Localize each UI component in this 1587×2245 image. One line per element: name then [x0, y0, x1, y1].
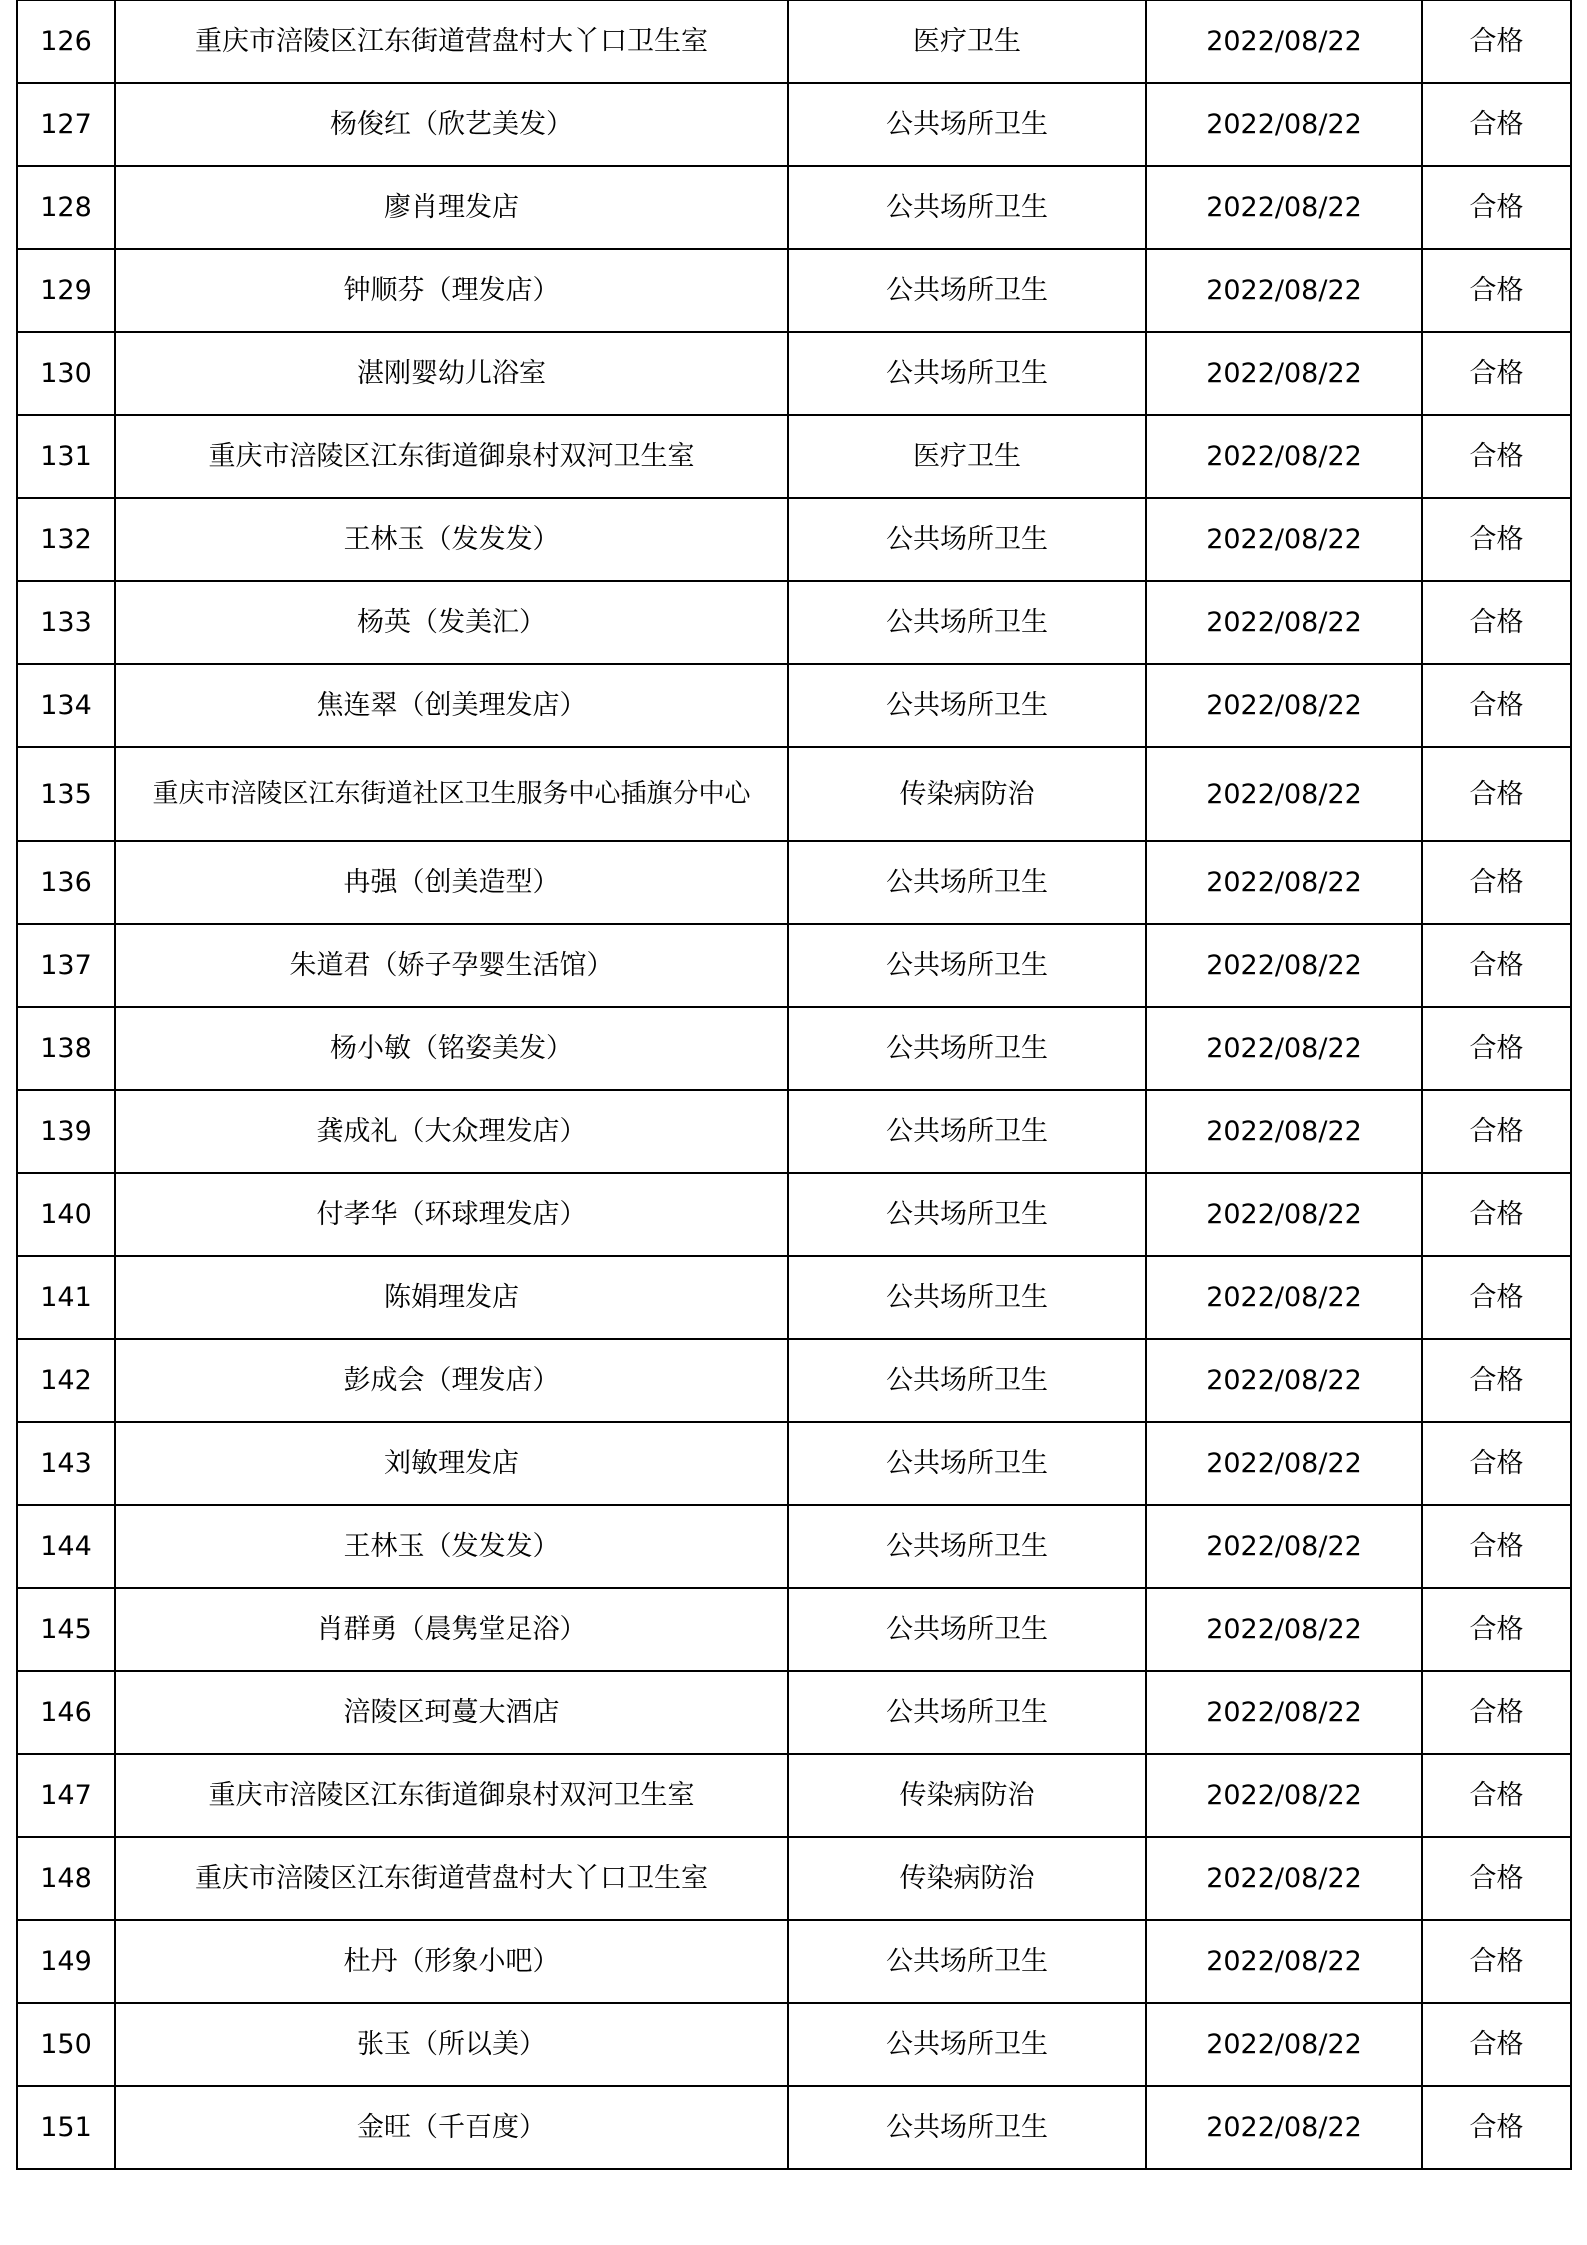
- table-row: [17, 1920, 1571, 2003]
- row-number-cell: 139: [17, 1090, 115, 1173]
- row-number-cell: 150: [17, 2003, 115, 2086]
- row-number-cell: 151: [17, 2086, 115, 2169]
- inspection-date-cell: 2022/08/22: [1146, 1007, 1422, 1090]
- inspection-results-body: [17, 1, 1571, 2170]
- inspection-result-cell: 合格: [1422, 1920, 1571, 2003]
- inspection-date-cell: 2022/08/22: [1146, 924, 1422, 1007]
- inspection-result-cell: 合格: [1422, 83, 1571, 166]
- entity-name-cell: 陈娟理发店: [115, 1256, 788, 1339]
- row-number-cell: 132: [17, 498, 115, 581]
- inspection-type-cell: 公共场所卫生: [788, 2003, 1146, 2086]
- table-row: [17, 1588, 1571, 1671]
- inspection-result-cell: 合格: [1422, 1671, 1571, 1754]
- table-row: [17, 1671, 1571, 1754]
- inspection-date-cell: 2022/08/22: [1146, 747, 1422, 841]
- row-number-cell: 136: [17, 841, 115, 924]
- inspection-type-cell: 公共场所卫生: [788, 1588, 1146, 1671]
- table-row: [17, 1754, 1571, 1837]
- inspection-result-cell: 合格: [1422, 415, 1571, 498]
- inspection-result-cell: 合格: [1422, 1173, 1571, 1256]
- table-row: [17, 166, 1571, 249]
- entity-name-cell: 重庆市涪陵区江东街道御泉村双河卫生室: [115, 415, 788, 498]
- inspection-type-cell: 公共场所卫生: [788, 924, 1146, 1007]
- inspection-type-cell: 公共场所卫生: [788, 1422, 1146, 1505]
- inspection-date-cell: 2022/08/22: [1146, 581, 1422, 664]
- inspection-type-cell: 公共场所卫生: [788, 1007, 1146, 1090]
- inspection-type-cell: 公共场所卫生: [788, 332, 1146, 415]
- entity-name-cell: 湛刚婴幼儿浴室: [115, 332, 788, 415]
- inspection-result-cell: 合格: [1422, 1339, 1571, 1422]
- entity-name-cell: 重庆市涪陵区江东街道社区卫生服务中心插旗分中心: [115, 747, 788, 841]
- row-number-cell: 128: [17, 166, 115, 249]
- inspection-date-cell: 2022/08/22: [1146, 1671, 1422, 1754]
- table-row: [17, 1422, 1571, 1505]
- entity-name-cell: 王林玉（发发发）: [115, 498, 788, 581]
- entity-name-cell: 杨小敏（铭姿美发）: [115, 1007, 788, 1090]
- inspection-type-cell: 公共场所卫生: [788, 1505, 1146, 1588]
- inspection-date-cell: 2022/08/22: [1146, 1505, 1422, 1588]
- row-number-cell: 140: [17, 1173, 115, 1256]
- entity-name-cell: 肖群勇（晨隽堂足浴）: [115, 1588, 788, 1671]
- inspection-result-cell: 合格: [1422, 2003, 1571, 2086]
- entity-name-cell: 金旺（千百度）: [115, 2086, 788, 2169]
- inspection-result-cell: 合格: [1422, 1007, 1571, 1090]
- inspection-result-cell: 合格: [1422, 924, 1571, 1007]
- inspection-type-cell: 公共场所卫生: [788, 83, 1146, 166]
- inspection-type-cell: 公共场所卫生: [788, 1920, 1146, 2003]
- inspection-date-cell: 2022/08/22: [1146, 664, 1422, 747]
- table-row: [17, 1505, 1571, 1588]
- entity-name-cell: 焦连翠（创美理发店）: [115, 664, 788, 747]
- inspection-date-cell: 2022/08/22: [1146, 498, 1422, 581]
- entity-name-cell: 涪陵区珂蔓大酒店: [115, 1671, 788, 1754]
- table-row: [17, 1007, 1571, 1090]
- entity-name-cell: 重庆市涪陵区江东街道御泉村双河卫生室: [115, 1754, 788, 1837]
- entity-name-cell: 重庆市涪陵区江东街道营盘村大丫口卫生室: [115, 1, 788, 84]
- inspection-type-cell: 公共场所卫生: [788, 2086, 1146, 2169]
- entity-name-cell: 龚成礼（大众理发店）: [115, 1090, 788, 1173]
- inspection-date-cell: 2022/08/22: [1146, 166, 1422, 249]
- inspection-result-cell: 合格: [1422, 498, 1571, 581]
- row-number-cell: 146: [17, 1671, 115, 1754]
- inspection-date-cell: 2022/08/22: [1146, 1090, 1422, 1173]
- row-number-cell: 130: [17, 332, 115, 415]
- table-row: [17, 1256, 1571, 1339]
- inspection-type-cell: 公共场所卫生: [788, 581, 1146, 664]
- inspection-result-cell: 合格: [1422, 332, 1571, 415]
- inspection-type-cell: 公共场所卫生: [788, 841, 1146, 924]
- row-number-cell: 134: [17, 664, 115, 747]
- row-number-cell: 144: [17, 1505, 115, 1588]
- inspection-type-cell: 公共场所卫生: [788, 166, 1146, 249]
- table-row: [17, 581, 1571, 664]
- entity-name-cell: 钟顺芬（理发店）: [115, 249, 788, 332]
- inspection-date-cell: 2022/08/22: [1146, 1, 1422, 84]
- inspection-type-cell: 医疗卫生: [788, 1, 1146, 84]
- table-row: [17, 2003, 1571, 2086]
- inspection-result-cell: 合格: [1422, 2086, 1571, 2169]
- inspection-type-cell: 公共场所卫生: [788, 1671, 1146, 1754]
- table-row: [17, 841, 1571, 924]
- inspection-results-table: [16, 0, 1572, 2170]
- entity-name-cell: 杨俊红（欣艺美发）: [115, 83, 788, 166]
- inspection-result-cell: 合格: [1422, 1090, 1571, 1173]
- inspection-date-cell: 2022/08/22: [1146, 2003, 1422, 2086]
- entity-name-cell: 付孝华（环球理发店）: [115, 1173, 788, 1256]
- inspection-result-cell: 合格: [1422, 841, 1571, 924]
- inspection-type-cell: 传染病防治: [788, 1754, 1146, 1837]
- row-number-cell: 142: [17, 1339, 115, 1422]
- entity-name-cell: 廖肖理发店: [115, 166, 788, 249]
- inspection-type-cell: 公共场所卫生: [788, 1339, 1146, 1422]
- table-row: [17, 1090, 1571, 1173]
- inspection-result-cell: 合格: [1422, 664, 1571, 747]
- inspection-date-cell: 2022/08/22: [1146, 841, 1422, 924]
- row-number-cell: 138: [17, 1007, 115, 1090]
- row-number-cell: 145: [17, 1588, 115, 1671]
- table-row: [17, 332, 1571, 415]
- table-row: [17, 1339, 1571, 1422]
- table-row: [17, 664, 1571, 747]
- inspection-result-cell: 合格: [1422, 1837, 1571, 1920]
- table-row: [17, 1, 1571, 84]
- inspection-date-cell: 2022/08/22: [1146, 1837, 1422, 1920]
- table-row: [17, 249, 1571, 332]
- row-number-cell: 137: [17, 924, 115, 1007]
- row-number-cell: 149: [17, 1920, 115, 2003]
- row-number-cell: 148: [17, 1837, 115, 1920]
- inspection-result-cell: 合格: [1422, 249, 1571, 332]
- entity-name-cell: 冉强（创美造型）: [115, 841, 788, 924]
- row-number-cell: 129: [17, 249, 115, 332]
- inspection-type-cell: 公共场所卫生: [788, 498, 1146, 581]
- table-row: [17, 1837, 1571, 1920]
- inspection-date-cell: 2022/08/22: [1146, 1588, 1422, 1671]
- row-number-cell: 131: [17, 415, 115, 498]
- inspection-result-cell: 合格: [1422, 1588, 1571, 1671]
- inspection-result-cell: 合格: [1422, 1, 1571, 84]
- row-number-cell: 133: [17, 581, 115, 664]
- inspection-type-cell: 公共场所卫生: [788, 249, 1146, 332]
- inspection-result-cell: 合格: [1422, 1256, 1571, 1339]
- inspection-date-cell: 2022/08/22: [1146, 1339, 1422, 1422]
- table-row: [17, 83, 1571, 166]
- table-row: [17, 924, 1571, 1007]
- inspection-type-cell: 公共场所卫生: [788, 1173, 1146, 1256]
- inspection-type-cell: 传染病防治: [788, 1837, 1146, 1920]
- entity-name-cell: 张玉（所以美）: [115, 2003, 788, 2086]
- inspection-date-cell: 2022/08/22: [1146, 1920, 1422, 2003]
- inspection-result-cell: 合格: [1422, 1754, 1571, 1837]
- inspection-date-cell: 2022/08/22: [1146, 249, 1422, 332]
- row-number-cell: 135: [17, 747, 115, 841]
- table-row: [17, 415, 1571, 498]
- entity-name-cell: 彭成会（理发店）: [115, 1339, 788, 1422]
- inspection-result-cell: 合格: [1422, 1505, 1571, 1588]
- table-row: [17, 747, 1571, 841]
- row-number-cell: 143: [17, 1422, 115, 1505]
- inspection-date-cell: 2022/08/22: [1146, 415, 1422, 498]
- row-number-cell: 127: [17, 83, 115, 166]
- inspection-date-cell: 2022/08/22: [1146, 332, 1422, 415]
- inspection-date-cell: 2022/08/22: [1146, 1422, 1422, 1505]
- inspection-date-cell: 2022/08/22: [1146, 1754, 1422, 1837]
- inspection-date-cell: 2022/08/22: [1146, 2086, 1422, 2169]
- entity-name-cell: 杨英（发美汇）: [115, 581, 788, 664]
- inspection-result-cell: 合格: [1422, 747, 1571, 841]
- inspection-date-cell: 2022/08/22: [1146, 1173, 1422, 1256]
- inspection-date-cell: 2022/08/22: [1146, 83, 1422, 166]
- inspection-result-cell: 合格: [1422, 166, 1571, 249]
- entity-name-cell: 刘敏理发店: [115, 1422, 788, 1505]
- inspection-type-cell: 公共场所卫生: [788, 1090, 1146, 1173]
- table-row: [17, 2086, 1571, 2169]
- entity-name-cell: 重庆市涪陵区江东街道营盘村大丫口卫生室: [115, 1837, 788, 1920]
- row-number-cell: 141: [17, 1256, 115, 1339]
- inspection-result-cell: 合格: [1422, 1422, 1571, 1505]
- inspection-type-cell: 传染病防治: [788, 747, 1146, 841]
- inspection-date-cell: 2022/08/22: [1146, 1256, 1422, 1339]
- inspection-type-cell: 公共场所卫生: [788, 1256, 1146, 1339]
- entity-name-cell: 杜丹（形象小吧）: [115, 1920, 788, 2003]
- inspection-type-cell: 医疗卫生: [788, 415, 1146, 498]
- row-number-cell: 126: [17, 1, 115, 84]
- table-row: [17, 498, 1571, 581]
- row-number-cell: 147: [17, 1754, 115, 1837]
- entity-name-cell: 王林玉（发发发）: [115, 1505, 788, 1588]
- inspection-result-cell: 合格: [1422, 581, 1571, 664]
- inspection-type-cell: 公共场所卫生: [788, 664, 1146, 747]
- entity-name-cell: 朱道君（娇子孕婴生活馆）: [115, 924, 788, 1007]
- table-row: [17, 1173, 1571, 1256]
